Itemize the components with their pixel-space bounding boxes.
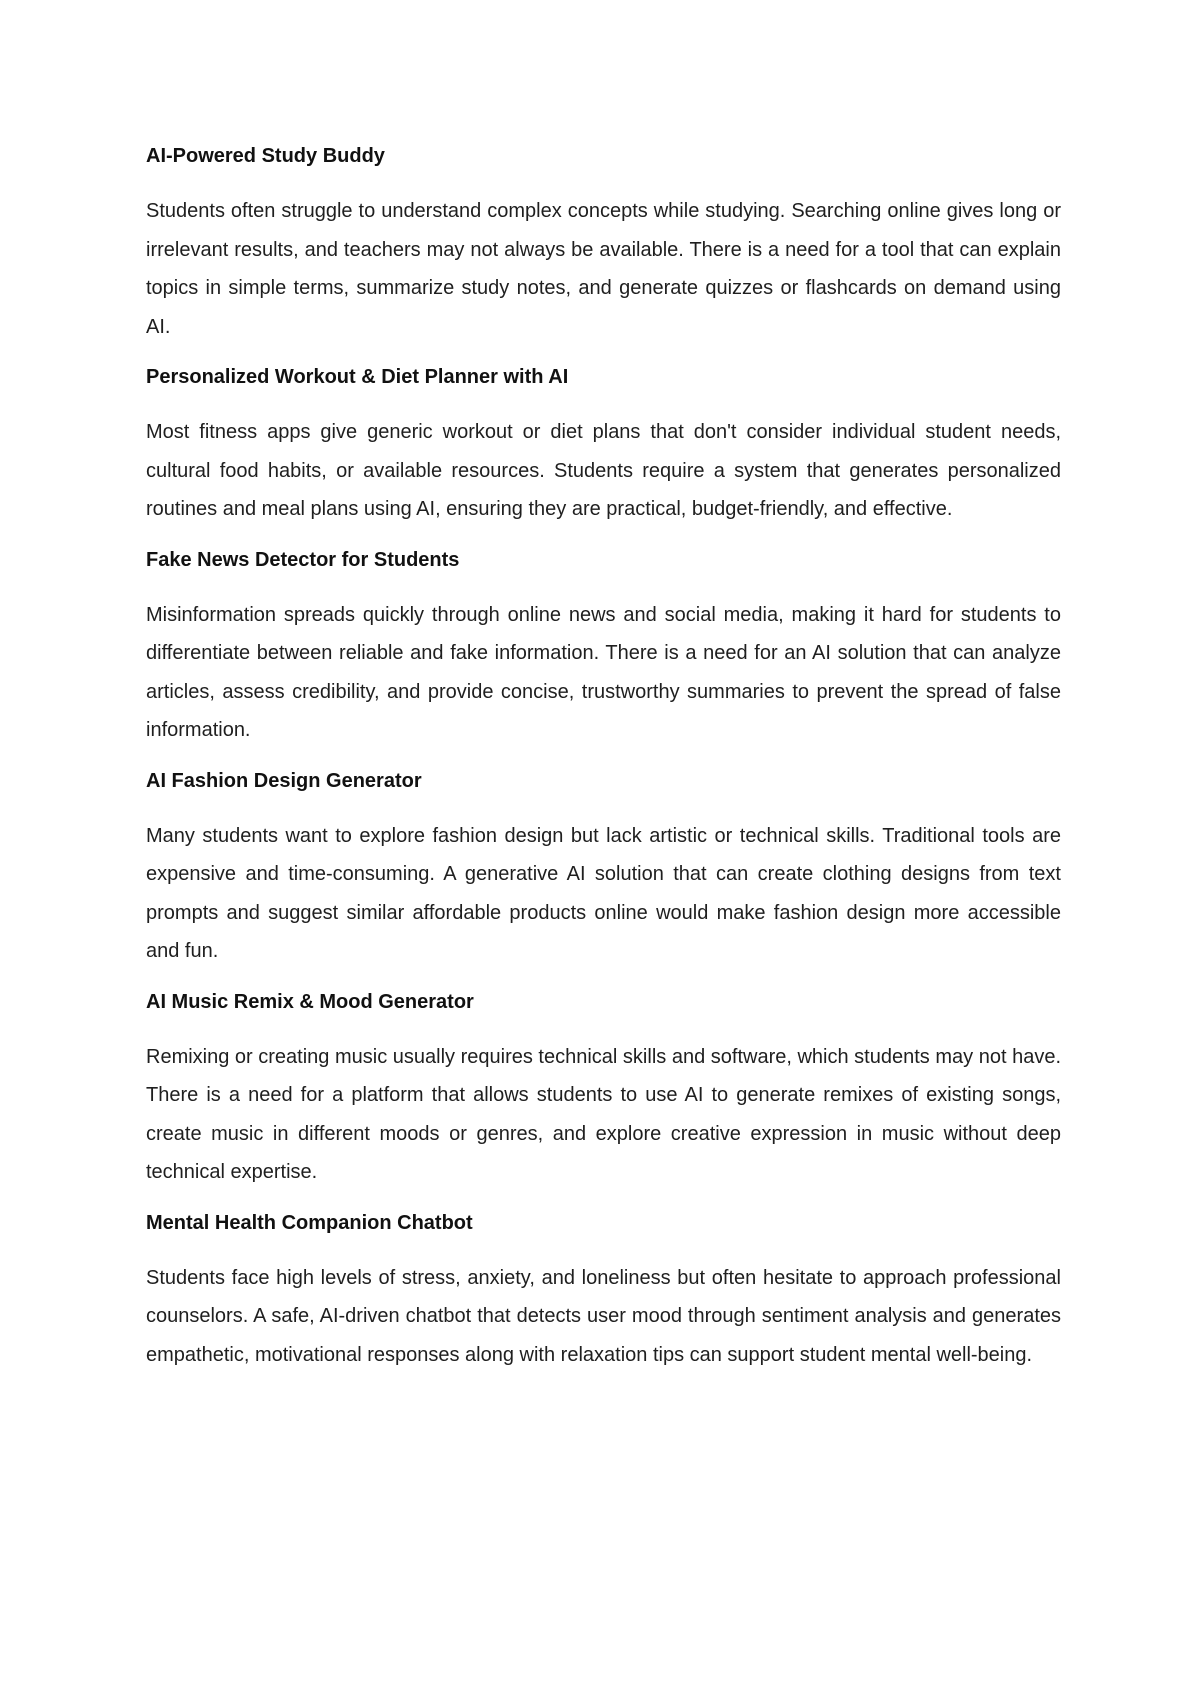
section-fake-news-detector xyxy=(146,546,1061,750)
section-heading: AI Music Remix & Mood Generator xyxy=(146,990,474,1013)
section-paragraph: Students often struggle to understand complex concepts while studying. Searching online gives long or irrelevant results, and teachers may not always be available. There is a need for a tool that can explain topics in simple terms, summarize study notes, and generate quizzes or flashcards on demand using AI. xyxy=(146,200,1061,338)
section-fashion-design xyxy=(146,767,1061,971)
section-heading: Mental Health Companion Chatbot xyxy=(146,1211,473,1234)
section-mental-health-chatbot xyxy=(146,1209,1061,1375)
section-study-buddy xyxy=(146,142,1061,346)
document-content xyxy=(146,142,1061,1391)
section-paragraph: Students face high levels of stress, anxiety, and loneliness but often hesitate to approach professional counselors. A safe, AI-driven chatbot that detects user mood through sentiment analysis and generates empathetic, motivational responses along with relaxation tips can support student mental well-being. xyxy=(146,1266,1061,1366)
section-paragraph: Most fitness apps give generic workout or diet plans that don't consider individual student needs, cultural food habits, or available resources. Students require a system that generates personalized routines and meal plans using AI, ensuring they are practical, budget-friendly, and effective. xyxy=(146,421,1061,520)
section-paragraph: Many students want to explore fashion design but lack artistic or technical skills. Traditional tools are expensive and time-consuming. A generative AI solution that can create clothing designs from text prompts and suggest similar affordable products online would make fashion design more accessible and fun. xyxy=(146,824,1061,962)
section-workout-planner xyxy=(146,363,1061,529)
section-heading: AI Fashion Design Generator xyxy=(146,769,422,792)
section-heading: Personalized Workout & Diet Planner with AI xyxy=(146,366,569,388)
section-paragraph: Remixing or creating music usually requires technical skills and software, which students may not have. There is a need for a platform that allows students to use AI to generate remixes of existing songs, create music in different moods or genres, and explore creative expression in music without deep technical expertise. xyxy=(146,1045,1061,1183)
section-heading: AI-Powered Study Buddy xyxy=(146,145,385,167)
section-music-remix xyxy=(146,988,1061,1192)
section-heading: Fake News Detector for Students xyxy=(146,548,460,571)
section-paragraph: Misinformation spreads quickly through online news and social media, making it hard for students to differentiate between reliable and fake information. There is a need for an AI solution that can analyze articles, assess credibility, and provide concise, trustworthy summaries to prevent the spread of false information. xyxy=(146,603,1061,741)
